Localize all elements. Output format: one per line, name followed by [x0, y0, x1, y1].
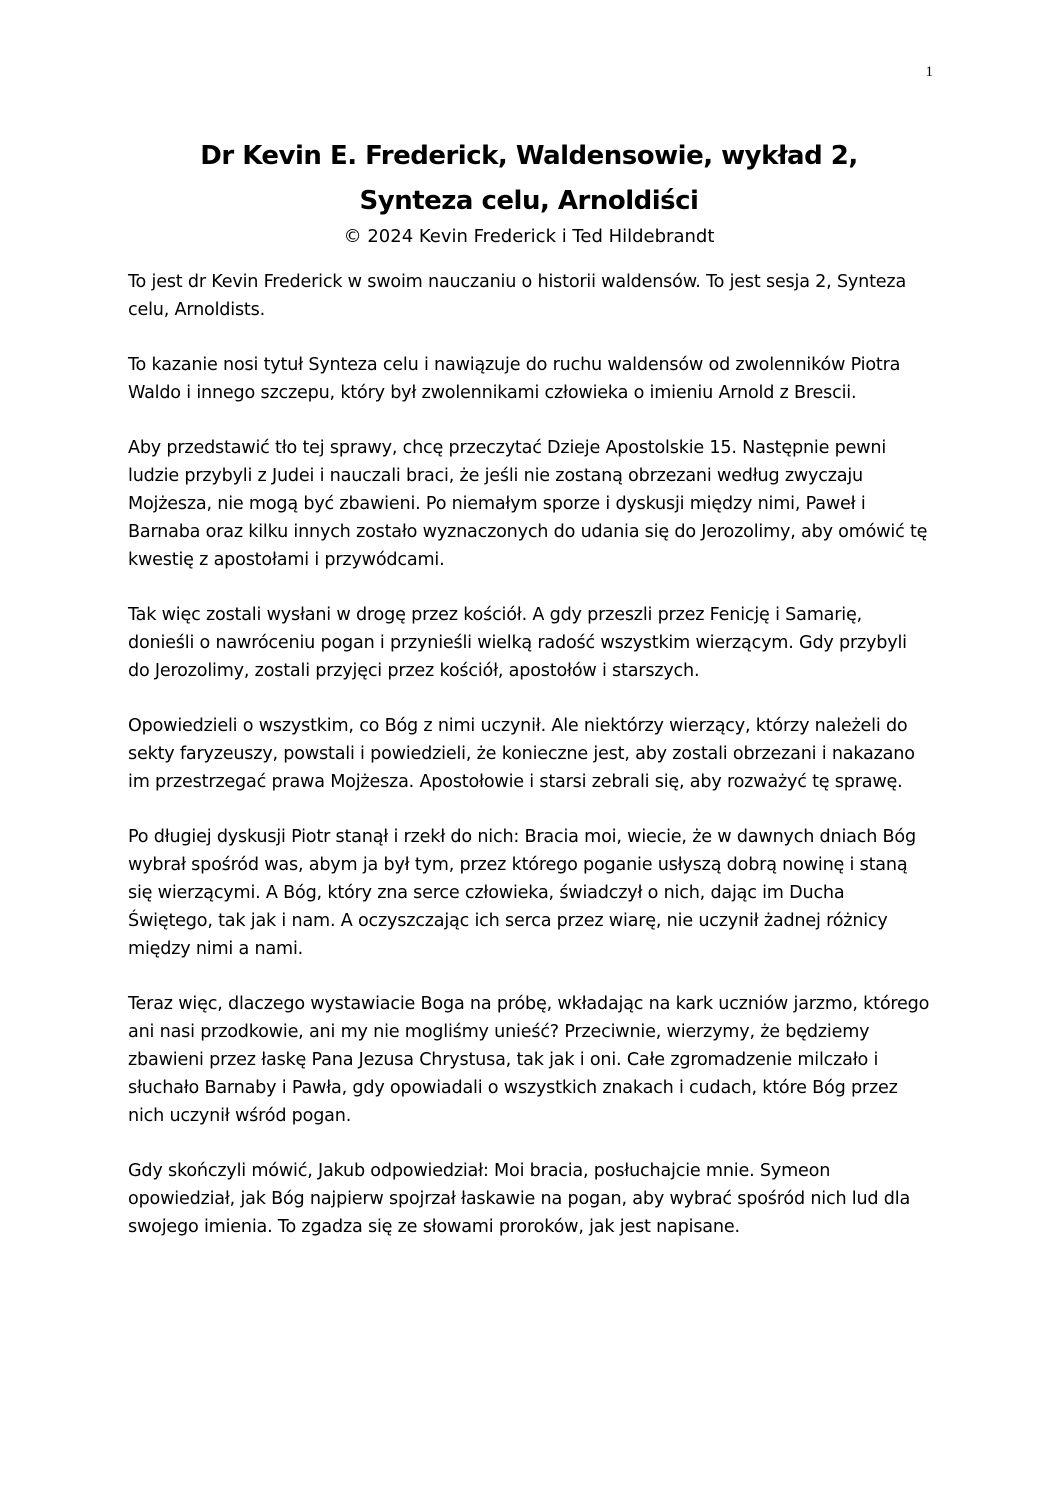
paragraph: Tak więc zostali wysłani w drogę przez kościół. A gdy przeszli przez Fenicję i Samarię, donieśli o nawróceniu pogan i przynieśli wielką radość wszystkim wierzącym. Gdy przybyli do Jerozolimy, zostali przyjęci przez kościół, apostołów i starszych. — [128, 605, 907, 681]
document-title-line-1: Dr Kevin E. Frederick, Waldensowie, wykład 2, — [200, 141, 858, 171]
paragraph: To jest dr Kevin Frederick w swoim nauczaniu o historii waldensów. To jest sesja 2, Synteza celu, Arnoldists. — [128, 272, 907, 320]
paragraph: Po długiej dyskusji Piotr stanął i rzekł do nich: Bracia moi, wiecie, że w dawnych dniach Bóg wybrał spośród was, abym ja był tym, przez którego poganie usłyszą dobrą nowinę i staną się wierzącymi. A Bóg, który zna serce człowieka, świadczył o nich, dając im Ducha Świętego, tak jak i nam. A oczyszczając ich serca przez wiarę, nie uczynił żadnej różnicy między nimi a nami. — [128, 827, 916, 959]
paragraph: Opowiedzieli o wszystkim, co Bóg z nimi uczynił. Ale niektórzy wierzący, którzy należeli do sekty faryzeuszy, powstali i powiedzieli, że konieczne jest, aby zostali obrzezani i nakazano im przestrzegać prawa Mojżesza. Apostołowie i starsi zebrali się, aby rozważyć tę sprawę. — [128, 716, 915, 792]
paragraph: Teraz więc, dlaczego wystawiacie Boga na próbę, wkładając na kark uczniów jarzmo, którego ani nasi przodkowie, ani my nie mogliśmy unieść? Przeciwnie, wierzymy, że będziemy zbawieni przez łaskę Pana Jezusa Chrystusa, tak jak i oni. Całe zgromadzenie milczało i słuchało Barnaby i Pawła, gdy opowiadali o wszystkich znakach i cudach, które Bóg przez nich uczynił wśród pogan. — [128, 994, 930, 1126]
document-body — [128, 268, 930, 1268]
copyright-notice: © 2024 Kevin Frederick i Ted Hildebrandt — [343, 226, 715, 247]
paragraph: Aby przedstawić tło tej sprawy, chcę przeczytać Dzieje Apostolskie 15. Następnie pewni ludzie przybyli z Judei i nauczali braci, że jeśli nie zostaną obrzezani według zwyczaju Mojżesza, nie mogą być zbawieni. Po niemałym sporze i dyskusji między nimi, Paweł i Barnaba oraz kilku innych zostało wyznaczonych do udania się do Jerozolimy, aby omówić tę kwestię z apostołami i przywódcami. — [128, 438, 928, 570]
page-number: 1 — [925, 64, 933, 80]
paragraph: To kazanie nosi tytuł Synteza celu i nawiązuje do ruchu waldensów od zwolenników Piotra Waldo i innego szczepu, który był zwolennikami człowieka o imieniu Arnold z Brescii. — [128, 355, 901, 403]
paragraph: Gdy skończyli mówić, Jakub odpowiedział: Moi bracia, posłuchajcie mnie. Symeon opowiedział, jak Bóg najpierw spojrzał łaskawie na pogan, aby wybrać spośród nich lud dla swojego imienia. To zgadza się ze słowami proroków, jak jest napisane. — [128, 1161, 911, 1237]
document-header — [0, 134, 1058, 250]
document-title-line-2: Synteza celu, Arnoldiści — [359, 186, 699, 216]
